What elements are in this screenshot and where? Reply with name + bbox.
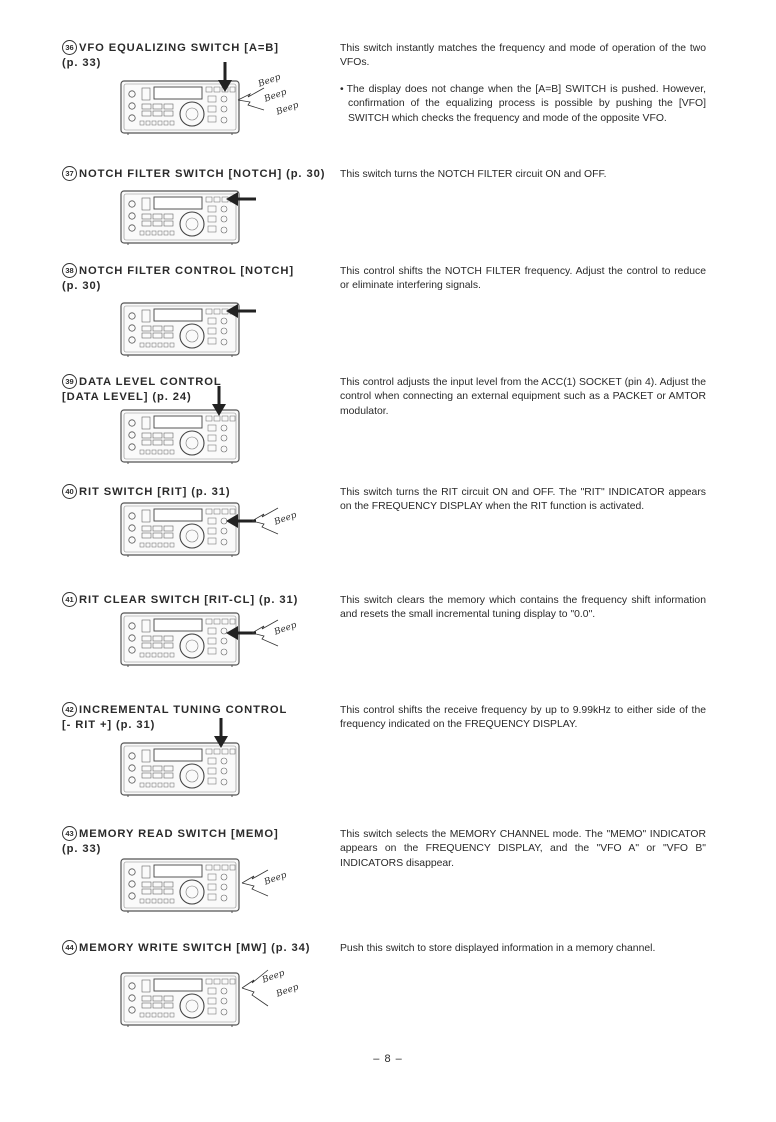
entry-heading — [62, 166, 342, 182]
radio-panel-illustration — [120, 972, 240, 1027]
description-text: This switch turns the NOTCH FILTER circuit ON and OFF. — [340, 169, 607, 180]
item-number: 37 — [62, 166, 77, 181]
entry-description — [340, 168, 706, 182]
arrow-down-icon — [218, 62, 232, 92]
beep-label: Beep — [260, 968, 287, 986]
item-number: 43 — [62, 826, 77, 841]
page-number: – 8 – — [373, 1053, 403, 1065]
arrow-left-icon — [226, 304, 256, 318]
entry-description — [340, 828, 706, 871]
description-text: Push this switch to store displayed information in a memory channel. — [340, 943, 656, 954]
item-number: 41 — [62, 592, 77, 607]
heading-text: MEMORY WRITE SWITCH [MW] (p. 34) — [79, 942, 311, 954]
entry-heading — [62, 826, 332, 857]
item-number: 42 — [62, 702, 77, 717]
entry-heading — [62, 592, 332, 608]
description-text: This switch selects the MEMORY CHANNEL mode. The "MEMO" INDICATOR appears on the FREQUENCY DISPLAY, and the "VFO A" or "VFO B" INDICATORS disappear. — [340, 829, 706, 869]
entry-heading — [62, 484, 332, 500]
heading-text: VFO EQUALIZING SWITCH [A=B] (p. 33) — [62, 42, 279, 69]
item-number: 39 — [62, 374, 77, 389]
item-number: 44 — [62, 940, 77, 955]
beep-label: Beep — [272, 510, 299, 528]
heading-text: DATA LEVEL CONTROL [DATA LEVEL] (p. 24) — [62, 376, 222, 403]
description-text: This control shifts the NOTCH FILTER frequency. Adjust the control to reduce or eliminate interfering signals. — [340, 266, 706, 292]
description-text: This control shifts the receive frequency by up to 9.99kHz to either side of the frequency indicated on the FREQUENCY DISPLAY. — [340, 705, 706, 731]
entry-heading — [62, 263, 332, 294]
radio-panel-illustration — [120, 409, 240, 464]
entry-description — [340, 704, 706, 733]
entry-heading — [62, 374, 332, 405]
radio-panel-illustration — [120, 742, 240, 797]
heading-text: MEMORY READ SWITCH [MEMO] (p. 33) — [62, 828, 279, 855]
beep-label: Beep — [274, 100, 301, 118]
entry-description — [340, 594, 706, 623]
entry-description — [340, 376, 706, 419]
bullet-note — [340, 83, 706, 126]
bullet-icon: • — [340, 83, 344, 95]
entry-heading — [62, 940, 342, 956]
description-text: This switch turns the RIT circuit ON and OFF. The "RIT" INDICATOR appears on the FREQUENCY DISPLAY when the RIT function is activated. — [340, 487, 706, 513]
entry-description — [340, 942, 706, 956]
radio-panel-illustration — [120, 302, 240, 357]
arrow-down-icon — [212, 386, 226, 416]
entry-description — [340, 42, 706, 126]
entry-heading — [62, 702, 332, 733]
bullet-text: The display does not change when the [A=B] SWITCH is pushed. However, confirmation of the equalizing process is possible by pushing the [VFO] SWITCH which checks the frequency and mode of the opposite VFO. — [346, 83, 706, 124]
heading-text: INCREMENTAL TUNING CONTROL [- RIT +] (p. 31) — [62, 704, 288, 731]
item-number: 38 — [62, 263, 77, 278]
description-text: This control adjusts the input level from the ACC(1) SOCKET (pin 4). Adjust the control when connecting an external equipment such as a PACKET or AMTOR modulator. — [340, 377, 706, 417]
heading-text: RIT SWITCH [RIT] (p. 31) — [79, 486, 231, 498]
beep-label: Beep — [256, 72, 283, 90]
item-number: 36 — [62, 40, 77, 55]
beep-label: Beep — [272, 620, 299, 638]
entry-description — [340, 486, 706, 515]
radio-panel-illustration — [120, 612, 240, 667]
sound-lines-icon — [240, 966, 270, 1010]
heading-text: NOTCH FILTER CONTROL [NOTCH] (p. 30) — [62, 265, 294, 292]
beep-label: Beep — [262, 870, 289, 888]
arrow-down-icon — [214, 718, 228, 748]
radio-panel-illustration — [120, 502, 240, 557]
description-text: This switch clears the memory which contains the frequency shift information and resets the small incremental tuning display to "0.0". — [340, 595, 706, 621]
entry-description — [340, 265, 706, 294]
arrow-left-icon — [226, 192, 256, 206]
heading-text: NOTCH FILTER SWITCH [NOTCH] (p. 30) — [79, 168, 326, 180]
beep-label: Beep — [274, 982, 301, 1000]
description-text: This switch instantly matches the frequency and mode of operation of the two VFOs. — [340, 43, 706, 69]
item-number: 40 — [62, 484, 77, 499]
radio-panel-illustration — [120, 190, 240, 245]
radio-panel-illustration — [120, 858, 240, 913]
heading-text: RIT CLEAR SWITCH [RIT-CL] (p. 31) — [79, 594, 299, 606]
entry-heading — [62, 40, 332, 71]
beep-label: Beep — [262, 87, 289, 105]
